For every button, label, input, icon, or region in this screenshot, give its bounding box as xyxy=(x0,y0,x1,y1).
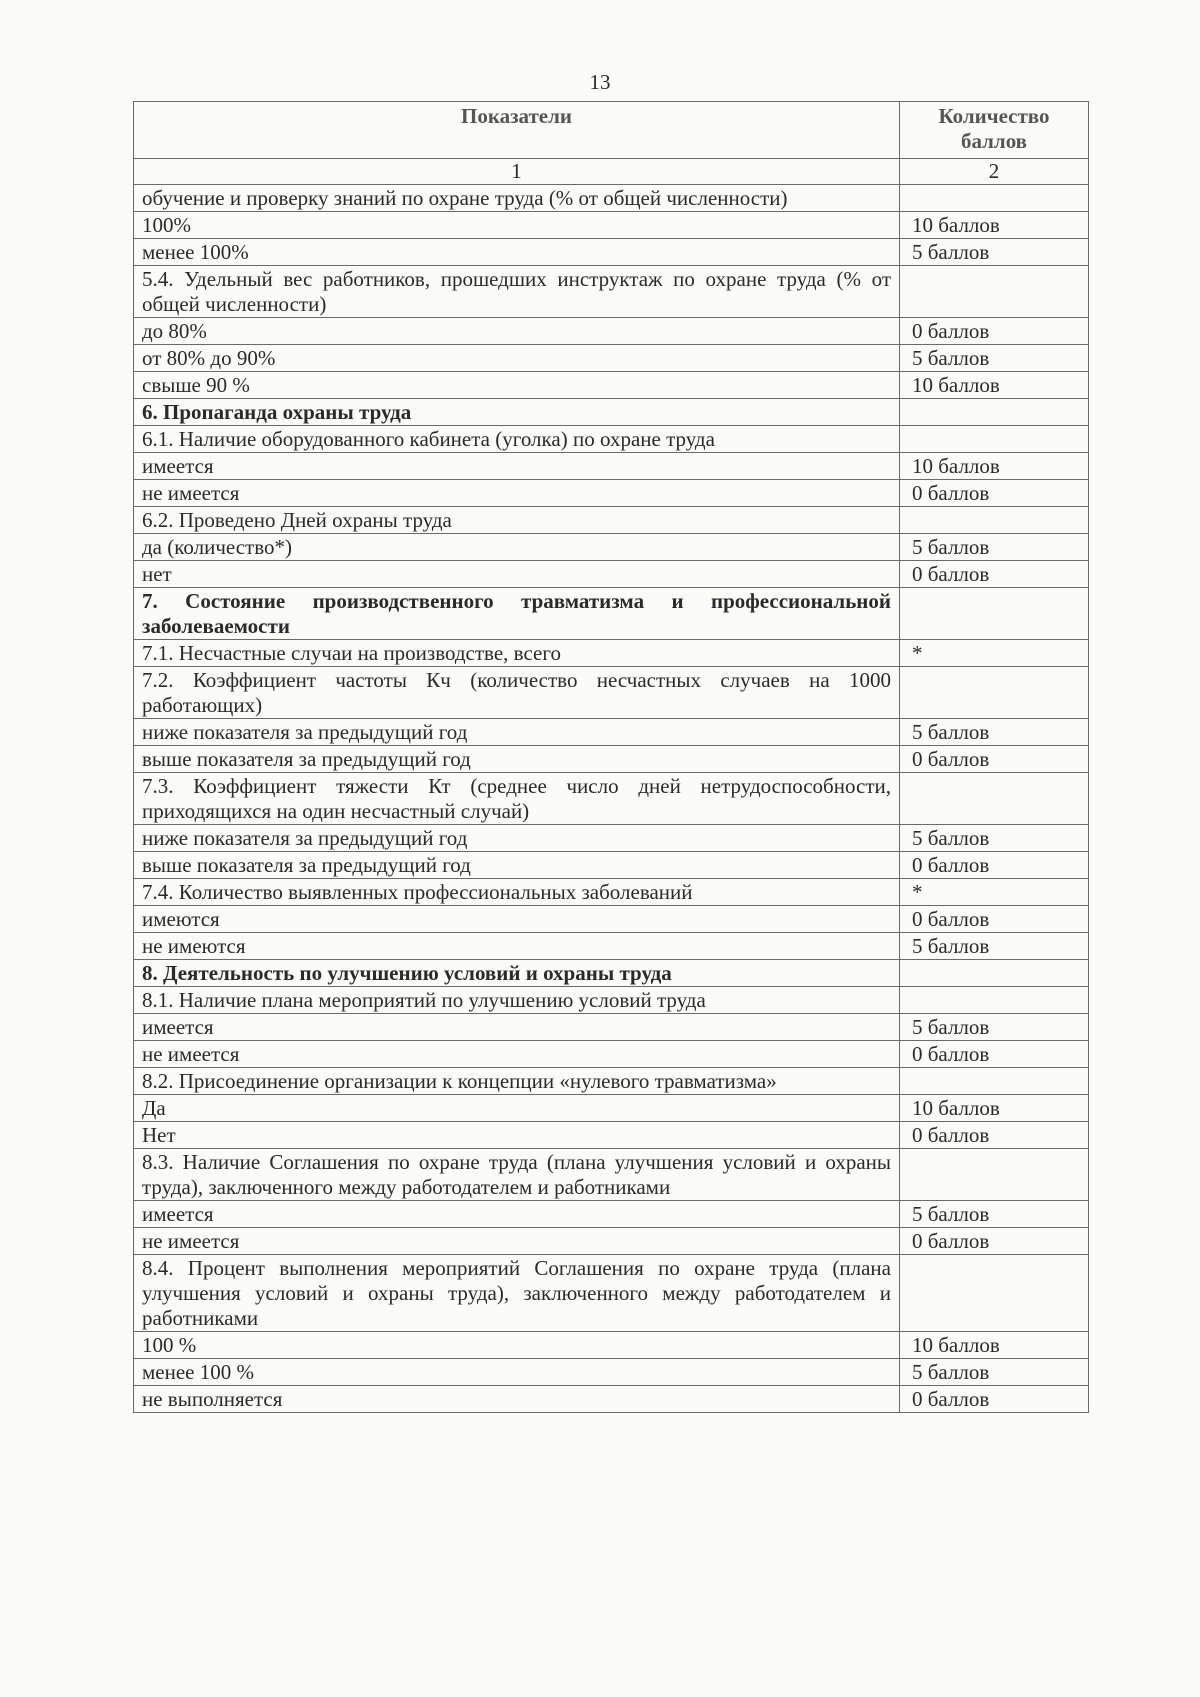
points-cell xyxy=(900,266,1089,318)
indicator-cell: не имеется xyxy=(134,480,900,507)
points-cell: * xyxy=(900,640,1089,667)
indicator-cell: свыше 90 % xyxy=(134,372,900,399)
indicator-cell: 8.3. Наличие Соглашения по охране труда (плана улучшения условий и охраны труда), заключенного между работодателем и работниками xyxy=(134,1149,900,1201)
table-row xyxy=(134,825,1089,852)
indicator-cell: 8.2. Присоединение организации к концепции «нулевого травматизма» xyxy=(134,1068,900,1095)
points-cell xyxy=(900,399,1089,426)
table-body xyxy=(134,185,1089,1413)
points-cell: 0 баллов xyxy=(900,318,1089,345)
section-heading-cell: 6. Пропаганда охраны труда xyxy=(134,399,900,426)
indicator-cell: менее 100% xyxy=(134,239,900,266)
points-cell: 10 баллов xyxy=(900,1332,1089,1359)
table-row xyxy=(134,1041,1089,1068)
table-row xyxy=(134,1014,1089,1041)
table-row xyxy=(134,933,1089,960)
page-number: 13 xyxy=(589,70,611,94)
points-cell xyxy=(900,588,1089,640)
indicator-cell: 5.4. Удельный вес работников, прошедших инструктаж по охране труда (% от общей численности) xyxy=(134,266,900,318)
points-cell xyxy=(900,773,1089,825)
points-cell: * xyxy=(900,879,1089,906)
indicator-cell: не имеется xyxy=(134,1041,900,1068)
indicator-cell: не имеется xyxy=(134,1228,900,1255)
table-row xyxy=(134,561,1089,588)
points-cell: 0 баллов xyxy=(900,1041,1089,1068)
table-row xyxy=(134,239,1089,266)
table-row xyxy=(134,1122,1089,1149)
indicator-cell: нет xyxy=(134,561,900,588)
table-row xyxy=(134,773,1089,825)
indicator-cell: имеются xyxy=(134,906,900,933)
table-row xyxy=(134,987,1089,1014)
points-cell: 0 баллов xyxy=(900,1386,1089,1413)
points-cell xyxy=(900,1149,1089,1201)
table-row xyxy=(134,1095,1089,1122)
table-row xyxy=(134,1255,1089,1332)
indicator-cell: ниже показателя за предыдущий год xyxy=(134,825,900,852)
points-cell: 10 баллов xyxy=(900,372,1089,399)
points-cell: 10 баллов xyxy=(900,1095,1089,1122)
column-number-2: 2 xyxy=(900,159,1089,185)
indicator-cell: имеется xyxy=(134,453,900,480)
column-number-1: 1 xyxy=(134,159,900,185)
points-cell: 5 баллов xyxy=(900,825,1089,852)
points-cell: 10 баллов xyxy=(900,212,1089,239)
table-row xyxy=(134,1149,1089,1201)
indicator-cell: выше показателя за предыдущий год xyxy=(134,852,900,879)
points-cell: 5 баллов xyxy=(900,719,1089,746)
indicator-cell: до 80% xyxy=(134,318,900,345)
indicator-cell: 7.4. Количество выявленных профессиональных заболеваний xyxy=(134,879,900,906)
table-row xyxy=(134,372,1089,399)
table-row xyxy=(134,185,1089,212)
points-cell: 0 баллов xyxy=(900,561,1089,588)
points-cell: 0 баллов xyxy=(900,906,1089,933)
table-row xyxy=(134,1228,1089,1255)
points-cell: 0 баллов xyxy=(900,1122,1089,1149)
table-row xyxy=(134,399,1089,426)
points-cell: 5 баллов xyxy=(900,1014,1089,1041)
scoring-table xyxy=(133,101,1089,1413)
indicator-cell: 100 % xyxy=(134,1332,900,1359)
table-row xyxy=(134,852,1089,879)
indicator-cell: выше показателя за предыдущий год xyxy=(134,746,900,773)
points-cell: 5 баллов xyxy=(900,534,1089,561)
table-row xyxy=(134,534,1089,561)
points-cell xyxy=(900,507,1089,534)
points-cell xyxy=(900,1068,1089,1095)
table-row xyxy=(134,1332,1089,1359)
points-cell xyxy=(900,185,1089,212)
table-row xyxy=(134,318,1089,345)
points-cell: 0 баллов xyxy=(900,746,1089,773)
points-cell: 0 баллов xyxy=(900,480,1089,507)
points-cell xyxy=(900,426,1089,453)
header-points: Количество баллов xyxy=(900,102,1089,159)
indicator-cell: 8.4. Процент выполнения мероприятий Соглашения по охране труда (плана улучшения условий и охраны труда), заключенного между работодателем и работниками xyxy=(134,1255,900,1332)
indicator-cell: 6.1. Наличие оборудованного кабинета (уголка) по охране труда xyxy=(134,426,900,453)
indicator-cell: обучение и проверку знаний по охране труда (% от общей численности) xyxy=(134,185,900,212)
points-cell: 0 баллов xyxy=(900,852,1089,879)
indicator-cell: да (количество*) xyxy=(134,534,900,561)
indicator-cell: Да xyxy=(134,1095,900,1122)
table-row xyxy=(134,480,1089,507)
indicator-cell: не выполняется xyxy=(134,1386,900,1413)
points-cell: 10 баллов xyxy=(900,453,1089,480)
indicator-cell: 7.2. Коэффициент частоты Кч (количество несчастных случаев на 1000 работающих) xyxy=(134,667,900,719)
indicator-cell: не имеются xyxy=(134,933,900,960)
points-cell: 5 баллов xyxy=(900,239,1089,266)
points-cell: 5 баллов xyxy=(900,1359,1089,1386)
section-heading-cell: 7. Состояние производственного травматизма и профессиональной заболеваемости xyxy=(134,588,900,640)
header-indicators: Показатели xyxy=(134,102,900,159)
indicator-cell: Нет xyxy=(134,1122,900,1149)
indicator-cell: 6.2. Проведено Дней охраны труда xyxy=(134,507,900,534)
table-row xyxy=(134,345,1089,372)
table-row xyxy=(134,1386,1089,1413)
points-cell xyxy=(900,987,1089,1014)
section-heading-cell: 8. Деятельность по улучшению условий и охраны труда xyxy=(134,960,900,987)
table-row xyxy=(134,588,1089,640)
points-cell: 0 баллов xyxy=(900,1228,1089,1255)
table-row xyxy=(134,453,1089,480)
points-cell xyxy=(900,960,1089,987)
indicator-cell: 7.3. Коэффициент тяжести Кт (среднее число дней нетрудоспособности, приходящихся на один несчастный случай) xyxy=(134,773,900,825)
indicator-cell: от 80% до 90% xyxy=(134,345,900,372)
table-row xyxy=(134,1201,1089,1228)
column-number-row xyxy=(134,159,1089,185)
table-header-row xyxy=(134,102,1089,159)
table-row xyxy=(134,266,1089,318)
table-row xyxy=(134,1068,1089,1095)
table-row xyxy=(134,212,1089,239)
table-row xyxy=(134,426,1089,453)
table-row xyxy=(134,746,1089,773)
indicator-cell: менее 100 % xyxy=(134,1359,900,1386)
table-row xyxy=(134,667,1089,719)
points-cell xyxy=(900,1255,1089,1332)
table-row xyxy=(134,507,1089,534)
indicator-cell: имеется xyxy=(134,1014,900,1041)
table-row xyxy=(134,640,1089,667)
table-row xyxy=(134,960,1089,987)
points-cell: 5 баллов xyxy=(900,1201,1089,1228)
indicator-cell: 7.1. Несчастные случаи на производстве, всего xyxy=(134,640,900,667)
indicator-cell: 8.1. Наличие плана мероприятий по улучшению условий труда xyxy=(134,987,900,1014)
points-cell: 5 баллов xyxy=(900,933,1089,960)
table-row xyxy=(134,906,1089,933)
table-row xyxy=(134,719,1089,746)
table-row xyxy=(134,1359,1089,1386)
indicator-cell: 100% xyxy=(134,212,900,239)
points-cell xyxy=(900,667,1089,719)
table-row xyxy=(134,879,1089,906)
points-cell: 5 баллов xyxy=(900,345,1089,372)
indicator-cell: имеется xyxy=(134,1201,900,1228)
indicator-cell: ниже показателя за предыдущий год xyxy=(134,719,900,746)
